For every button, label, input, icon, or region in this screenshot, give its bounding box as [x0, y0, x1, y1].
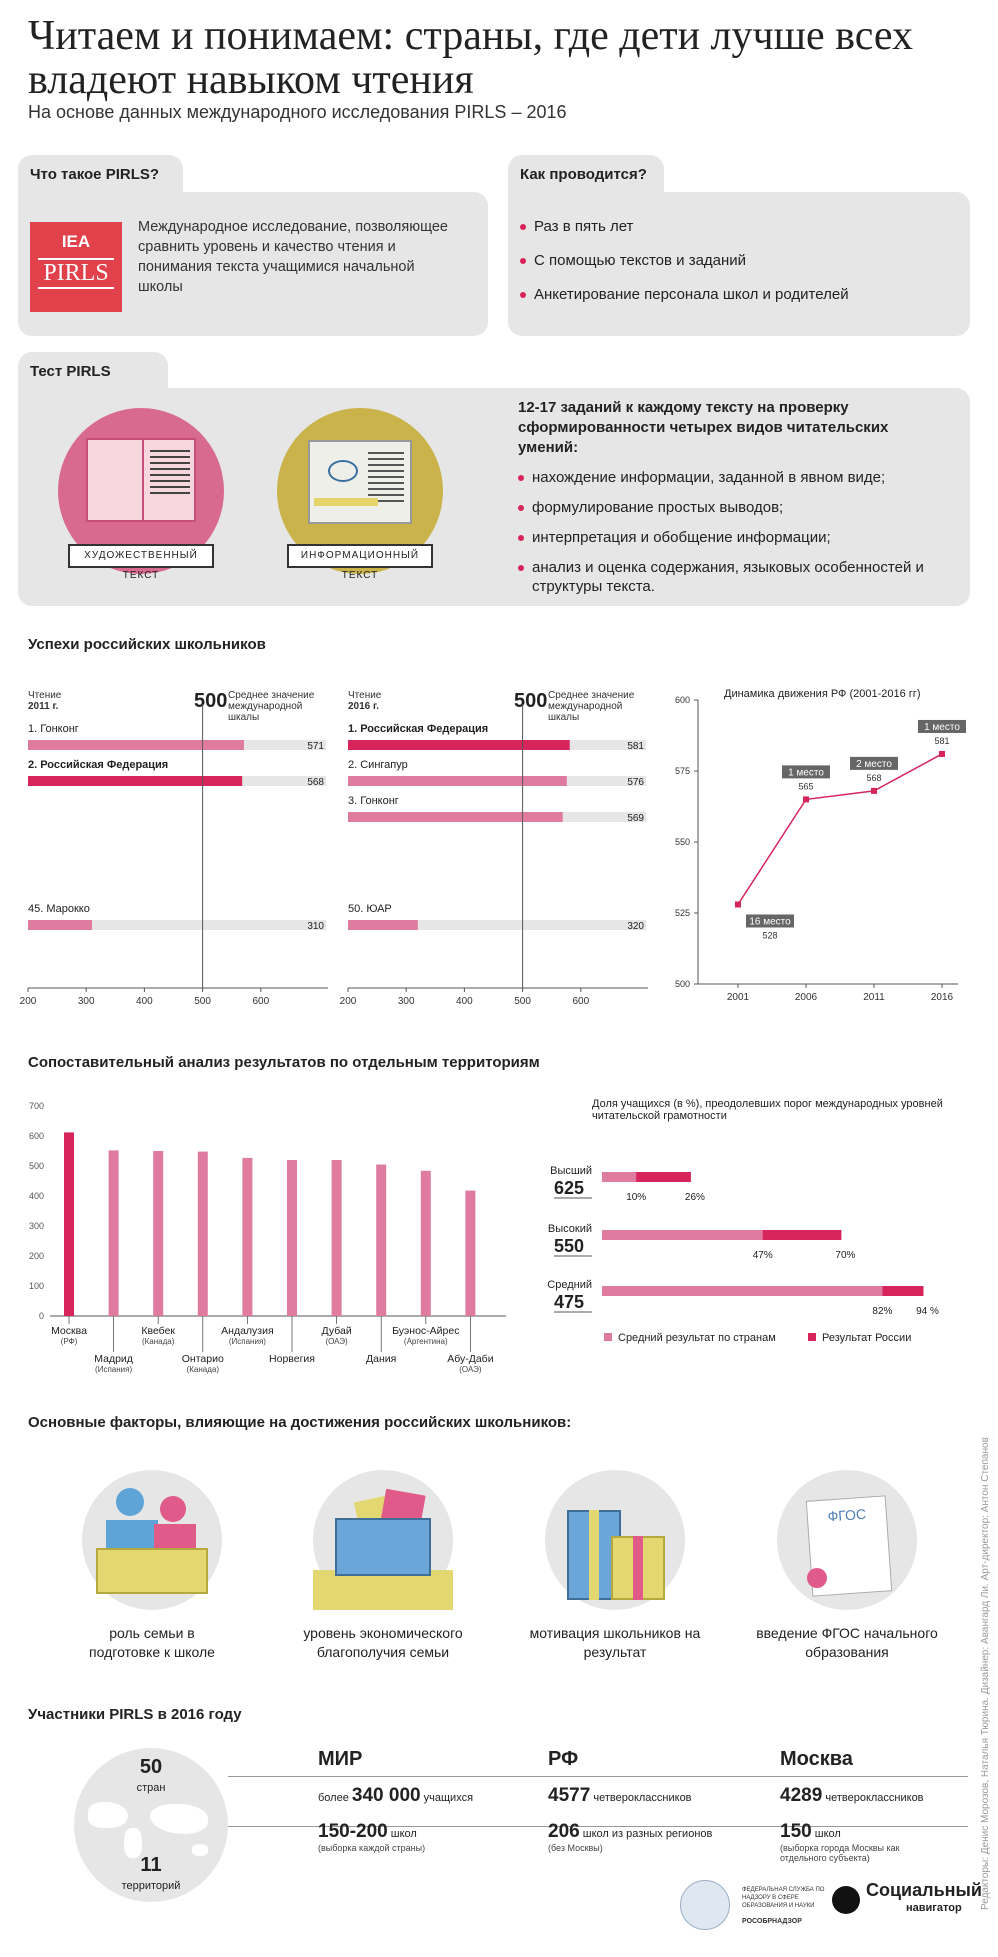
skill-item: формулирование простых выводов;	[518, 498, 938, 517]
x-tick-label: 500	[194, 996, 211, 1007]
page-title: Читаем и понимаем: страны, где дети лучше всех владеют навыком чтения	[28, 13, 913, 103]
bar-value: 571	[307, 741, 324, 752]
category-label: Андалузия	[221, 1325, 274, 1337]
what-text: Международное исследование, позволяющее сравнить уровень и качество чтения и понимания текста учащимися начальной школы	[138, 219, 448, 295]
legend-swatch	[604, 1333, 612, 1341]
fiction-ribbon: ХУДОЖЕСТВЕННЫЙ ТЕКСТ	[68, 544, 214, 568]
place-label: 16 место	[749, 916, 791, 928]
factor-label: мотивация школьников на результат	[529, 1625, 701, 1660]
avg-label: 82%	[872, 1306, 893, 1317]
bar	[198, 1152, 208, 1316]
bar	[28, 920, 92, 930]
x-tick-label: 400	[456, 996, 473, 1007]
bar-value: 569	[627, 813, 644, 824]
bars-2016	[339, 690, 653, 1010]
bar	[28, 740, 244, 750]
x-tick-label: 400	[136, 996, 153, 1007]
x-tick-label: 600	[252, 996, 270, 1007]
category-label: Дубай	[321, 1325, 352, 1337]
data-point	[871, 788, 877, 794]
test-tab: Тест PIRLS	[18, 352, 168, 400]
countries-num: 50	[139, 1756, 163, 1778]
category-sub: (Канада)	[141, 1337, 175, 1346]
category-label: Норвегия	[269, 1353, 315, 1365]
test-heading: 12-17 заданий к каждому тексту на проверку сформированности четырех видов читательских умений:	[518, 399, 889, 456]
rus-label: 94 %	[916, 1306, 939, 1317]
category-sub: (Канада)	[186, 1365, 220, 1374]
y-tick-label: 400	[28, 1191, 44, 1201]
motivation-circle	[545, 1470, 685, 1610]
bar	[421, 1171, 431, 1316]
line-chart	[668, 688, 968, 1018]
wallet-icon	[335, 1518, 431, 1576]
brand-name: Социальный	[866, 1880, 982, 1900]
y-tick-label: 525	[674, 908, 690, 918]
line-svg	[668, 688, 968, 1018]
mean-label: Среднее значение международной шкалы	[548, 690, 635, 723]
skill-item: анализ и оценка содержания, языковых особенностей и структуры текста.	[518, 558, 938, 596]
avg-label: 10%	[626, 1192, 647, 1203]
x-tick-label: 2001	[726, 992, 750, 1003]
territory-chart	[18, 1100, 518, 1380]
bar-label: 1. Гонконг	[28, 723, 79, 735]
credits: Редакторы: Денис Морозов, Наталья Тюрина. Дизайнер: Авангард Ли. Арт-директор: Антон Степанов	[980, 1437, 991, 1910]
bar	[348, 812, 563, 822]
pirls-logo	[30, 222, 122, 312]
col-head: РФ	[548, 1748, 579, 1770]
category-sub: (РФ)	[60, 1337, 78, 1346]
bar-label: 2. Российская Федерация	[28, 759, 169, 771]
mean-value: 500	[194, 690, 228, 712]
col-head: Москва	[780, 1748, 853, 1770]
bar-value: 310	[307, 921, 324, 932]
document-icon	[308, 440, 412, 524]
legend-label: Результат России	[822, 1332, 912, 1344]
logo-pirls: PIRLS	[38, 258, 114, 289]
fgos-label: ФГОС	[827, 1505, 867, 1525]
y-tick-label: 0	[38, 1311, 44, 1321]
comparison-title: Сопоставительный анализ результатов по отдельным территориям	[28, 1054, 540, 1071]
level-name: Средний	[547, 1279, 592, 1291]
col-num2: 150	[780, 1821, 812, 1842]
economy-circle	[313, 1470, 453, 1610]
success-title: Успехи российских школьников	[28, 636, 266, 653]
x-tick-label: 300	[397, 996, 415, 1007]
bar-label: 2. Сингапур	[348, 759, 408, 771]
seal-icon	[807, 1568, 827, 1588]
factor-label: роль семьи в подготовке к школе	[89, 1625, 215, 1660]
bar	[348, 920, 418, 930]
chart-year: 2011 г.	[28, 701, 59, 712]
how-tab: Как проводится?	[508, 155, 664, 195]
parent-icon	[116, 1488, 144, 1516]
col-num2: 150-200	[318, 1821, 388, 1842]
category-label: Абу-Даби	[447, 1353, 494, 1365]
chart-2011	[19, 690, 333, 1010]
factors-title: Основные факторы, влияющие на достижения российских школьников:	[28, 1414, 572, 1431]
skill-item: интерпретация и обобщение информации;	[518, 528, 938, 547]
x-tick-label: 2016	[930, 992, 954, 1003]
what-tab: Что такое PIRLS?	[18, 155, 183, 195]
y-tick-label: 600	[674, 695, 690, 705]
x-tick-label: 2006	[794, 992, 818, 1003]
category-label: Буэнос-Айрес	[392, 1325, 460, 1337]
chart-label-top: Чтение	[348, 690, 382, 701]
col-note: (выборка города Москвы как отдельного субъекта)	[780, 1843, 900, 1863]
y-tick-label: 700	[28, 1101, 44, 1111]
family-circle	[82, 1470, 222, 1610]
factor-label: введение ФГОС начального образования	[756, 1625, 938, 1660]
chart-2016	[339, 690, 653, 1010]
col-num1: 340 000	[351, 1785, 421, 1806]
mean-label: Среднее значение международной шкалы	[228, 690, 315, 723]
bar-average	[602, 1230, 763, 1240]
x-tick-label: 500	[514, 996, 531, 1007]
category-sub: (Аргентина)	[403, 1337, 448, 1346]
category-label: Дания	[366, 1353, 397, 1365]
value-label: 568	[866, 772, 882, 783]
level-name: Высший	[550, 1165, 592, 1177]
brand-sub: навигатор	[906, 1902, 962, 1914]
bar-label: 45. Марокко	[28, 903, 90, 915]
how-item: С помощью текстов и заданий	[520, 251, 960, 271]
col-head: МИР	[318, 1748, 363, 1770]
mean-value: 500	[514, 690, 548, 712]
x-tick-label: 600	[572, 996, 590, 1007]
category-sub: (ОАЭ)	[459, 1365, 482, 1374]
bar-label: 50. ЮАР	[348, 903, 392, 915]
avg-label: 47%	[752, 1250, 773, 1261]
bar-average	[602, 1172, 636, 1182]
level-name: Высокий	[547, 1223, 592, 1235]
x-tick-label: 2011	[863, 992, 885, 1003]
value-label: 528	[762, 930, 778, 941]
data-point	[735, 901, 741, 907]
book-icon	[86, 438, 196, 522]
x-tick-label: 200	[19, 996, 37, 1007]
chart-year: 2016 г.	[348, 701, 379, 712]
y-tick-label: 100	[28, 1281, 44, 1291]
y-tick-label: 200	[28, 1251, 44, 1261]
category-sub: (ОАЭ)	[325, 1337, 348, 1346]
category-label: Москва	[51, 1325, 87, 1337]
skill-item: нахождение информации, заданной в явном виде;	[518, 468, 938, 487]
bar	[287, 1160, 297, 1316]
y-tick-label: 575	[674, 766, 690, 776]
bar	[153, 1151, 163, 1316]
y-tick-label: 600	[28, 1131, 44, 1141]
bar	[332, 1160, 342, 1316]
category-label: Онтарио	[181, 1353, 224, 1365]
chart-label-top: Чтение	[28, 690, 62, 701]
col-t1: четвероклассников	[825, 1792, 924, 1804]
info-ribbon: ИНФОРМАЦИОННЫЙ ТЕКСТ	[287, 544, 433, 568]
participants-col	[318, 1748, 528, 1853]
bar	[348, 740, 570, 750]
participants-col	[548, 1748, 758, 1853]
category-label: Мадрид	[94, 1353, 133, 1365]
bar-value: 581	[627, 741, 644, 752]
bar	[465, 1191, 475, 1316]
agency-name: РОСОБРНАДЗОР	[742, 1918, 802, 1925]
col-num1: 4289	[780, 1785, 823, 1806]
col-t1: учащихся	[423, 1792, 474, 1804]
rus-label: 70%	[835, 1250, 856, 1261]
levels-chart	[540, 1148, 980, 1348]
col-t2: школ	[390, 1828, 417, 1840]
col-t1: четвероклассников	[593, 1792, 692, 1804]
legend-label: Средний результат по странам	[618, 1332, 776, 1344]
book-icon	[96, 1548, 208, 1594]
col-num1: 4577	[548, 1785, 591, 1806]
col-num2: 206	[548, 1821, 580, 1842]
bar-label: 1. Российская Федерация	[348, 723, 489, 735]
bar	[64, 1132, 74, 1316]
col-note: (выборка каждой страны)	[318, 1843, 426, 1853]
category-label: Квебек	[141, 1325, 176, 1337]
map-icon	[88, 1802, 128, 1828]
territories-num: 11	[140, 1854, 162, 1876]
value-label: 581	[934, 735, 950, 746]
place-label: 1 место	[788, 767, 824, 779]
bar-value: 576	[627, 777, 644, 788]
how-item: Раз в пять лет	[520, 217, 960, 237]
bar	[348, 776, 567, 786]
fgos-circle	[777, 1470, 917, 1610]
rus-label: 26%	[684, 1192, 705, 1203]
legend-swatch	[808, 1333, 816, 1341]
category-sub: (Испания)	[228, 1337, 266, 1346]
levels-title: Доля учащихся (в %), преодолевших порог международных уровней читательской грамотности	[592, 1098, 943, 1122]
line-chart-title: Динамика движения РФ (2001-2016 гг)	[724, 688, 921, 700]
logo-iea: IEA	[61, 232, 91, 251]
how-item: Анкетирование персонала школ и родителей	[520, 285, 960, 305]
value-label: 565	[798, 781, 814, 792]
bar-value: 320	[627, 921, 644, 932]
agency-text: ФЕДЕРАЛЬНАЯ СЛУЖБА ПО НАДЗОРУ В СФЕРЕ ОБРАЗОВАНИЯ И НАУКИ	[742, 1887, 825, 1909]
y-tick-label: 300	[28, 1221, 44, 1231]
bar-value: 568	[307, 777, 324, 788]
participants-title: Участники PIRLS в 2016 году	[28, 1706, 242, 1723]
x-tick-label: 200	[339, 996, 357, 1007]
col-note: (без Москвы)	[548, 1843, 603, 1853]
col-t2: школ	[814, 1828, 841, 1840]
category-sub: (Испания)	[95, 1365, 133, 1374]
col-t2: школ из разных регионов	[582, 1828, 713, 1840]
page-subtitle: На основе данных международного исследования PIRLS – 2016	[28, 102, 567, 122]
series-line	[738, 754, 942, 905]
bar	[242, 1158, 252, 1316]
y-tick-label: 500	[28, 1161, 44, 1171]
bar	[376, 1165, 386, 1317]
bar-average	[602, 1286, 882, 1296]
bar	[28, 776, 242, 786]
level-score: 475	[554, 1292, 585, 1312]
x-tick-label: 300	[77, 996, 95, 1007]
y-tick-label: 500	[674, 979, 690, 989]
col-pre: более	[318, 1792, 349, 1804]
place-label: 2 место	[856, 758, 892, 770]
bar-label: 3. Гонконг	[348, 795, 399, 807]
place-label: 1 место	[924, 721, 960, 733]
bar	[109, 1150, 119, 1316]
level-score: 550	[554, 1236, 585, 1256]
data-point	[803, 796, 809, 802]
territories-label: территорий	[121, 1880, 181, 1892]
y-tick-label: 550	[674, 837, 690, 847]
countries-label: стран	[136, 1782, 166, 1794]
brand-logo-icon	[832, 1886, 860, 1914]
emblem-icon	[680, 1880, 730, 1930]
child-icon	[160, 1496, 186, 1522]
level-score: 625	[554, 1178, 585, 1198]
bars-2011	[19, 690, 333, 1010]
world-circle	[74, 1748, 228, 1902]
factor-label: уровень экономического благополучия семьи	[303, 1625, 463, 1660]
data-point	[939, 751, 945, 757]
participants-col	[780, 1748, 965, 1863]
